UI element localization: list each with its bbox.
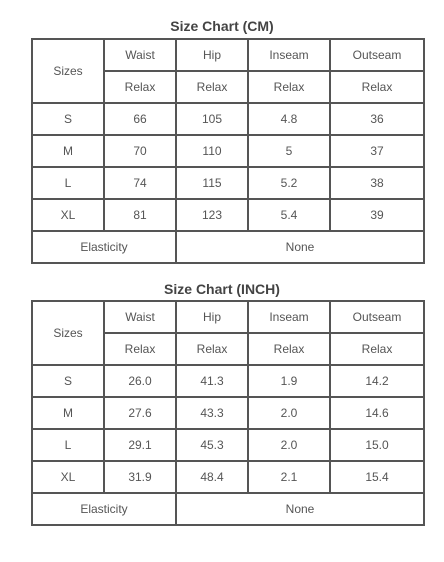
size-label: XL (32, 461, 104, 493)
elasticity-row (32, 493, 424, 525)
fit-cell: Relax (176, 71, 248, 103)
size-chart-inch-table (31, 300, 425, 526)
size-label: XL (32, 199, 104, 231)
table-cell: 45.3 (176, 429, 248, 461)
table-cell: 37 (330, 135, 424, 167)
table-cell: 15.0 (330, 429, 424, 461)
elasticity-value: None (176, 231, 424, 263)
table-row (32, 365, 424, 397)
table-cell: 115 (176, 167, 248, 199)
table-cell: 41.3 (176, 365, 248, 397)
table-row (32, 429, 424, 461)
table-cell: 70 (104, 135, 176, 167)
table-cell: 2.0 (248, 397, 330, 429)
fit-cell: Relax (248, 333, 330, 365)
table-cell: 27.6 (104, 397, 176, 429)
size-label: S (32, 365, 104, 397)
table-cell: 2.1 (248, 461, 330, 493)
elasticity-label: Elasticity (32, 493, 176, 525)
table-cell: 123 (176, 199, 248, 231)
elasticity-row (32, 231, 424, 263)
table-row (32, 397, 424, 429)
elasticity-label: Elasticity (32, 231, 176, 263)
table-row (32, 167, 424, 199)
table-cell: 1.9 (248, 365, 330, 397)
table-cell: 66 (104, 103, 176, 135)
table-cell: 14.2 (330, 365, 424, 397)
table-cell: 29.1 (104, 429, 176, 461)
size-label: L (32, 429, 104, 461)
table-cell: 110 (176, 135, 248, 167)
table-cell: 48.4 (176, 461, 248, 493)
table-cell: 38 (330, 167, 424, 199)
table-cell: 31.9 (104, 461, 176, 493)
column-header-waist: Waist (104, 301, 176, 333)
table-row (32, 135, 424, 167)
sizes-header: Sizes (32, 39, 104, 103)
table-cell: 14.6 (330, 397, 424, 429)
fit-cell: Relax (104, 333, 176, 365)
table-row (32, 461, 424, 493)
column-header-hip: Hip (176, 39, 248, 71)
column-header-inseam: Inseam (248, 39, 330, 71)
size-chart-inch-title: Size Chart (INCH) (164, 281, 280, 297)
size-label: L (32, 167, 104, 199)
table-cell: 15.4 (330, 461, 424, 493)
table-cell: 5.4 (248, 199, 330, 231)
size-label: M (32, 135, 104, 167)
fit-cell: Relax (176, 333, 248, 365)
column-header-outseam: Outseam (330, 301, 424, 333)
table-cell: 2.0 (248, 429, 330, 461)
size-label: M (32, 397, 104, 429)
table-cell: 74 (104, 167, 176, 199)
column-header-outseam: Outseam (330, 39, 424, 71)
table-cell: 39 (330, 199, 424, 231)
table-cell: 5 (248, 135, 330, 167)
size-chart-cm-title: Size Chart (CM) (170, 18, 274, 34)
table-cell: 36 (330, 103, 424, 135)
table-cell: 105 (176, 103, 248, 135)
fit-cell: Relax (330, 71, 424, 103)
column-header-hip: Hip (176, 301, 248, 333)
column-header-inseam: Inseam (248, 301, 330, 333)
table-cell: 81 (104, 199, 176, 231)
table-row (32, 103, 424, 135)
table-cell: 26.0 (104, 365, 176, 397)
elasticity-value: None (176, 493, 424, 525)
table-cell: 4.8 (248, 103, 330, 135)
size-chart-cm-table (31, 38, 425, 264)
fit-cell: Relax (104, 71, 176, 103)
header-row (32, 301, 424, 333)
fit-cell: Relax (330, 333, 424, 365)
fit-cell: Relax (248, 71, 330, 103)
header-row (32, 39, 424, 71)
size-label: S (32, 103, 104, 135)
table-cell: 43.3 (176, 397, 248, 429)
table-cell: 5.2 (248, 167, 330, 199)
table-row (32, 199, 424, 231)
column-header-waist: Waist (104, 39, 176, 71)
sizes-header: Sizes (32, 301, 104, 365)
